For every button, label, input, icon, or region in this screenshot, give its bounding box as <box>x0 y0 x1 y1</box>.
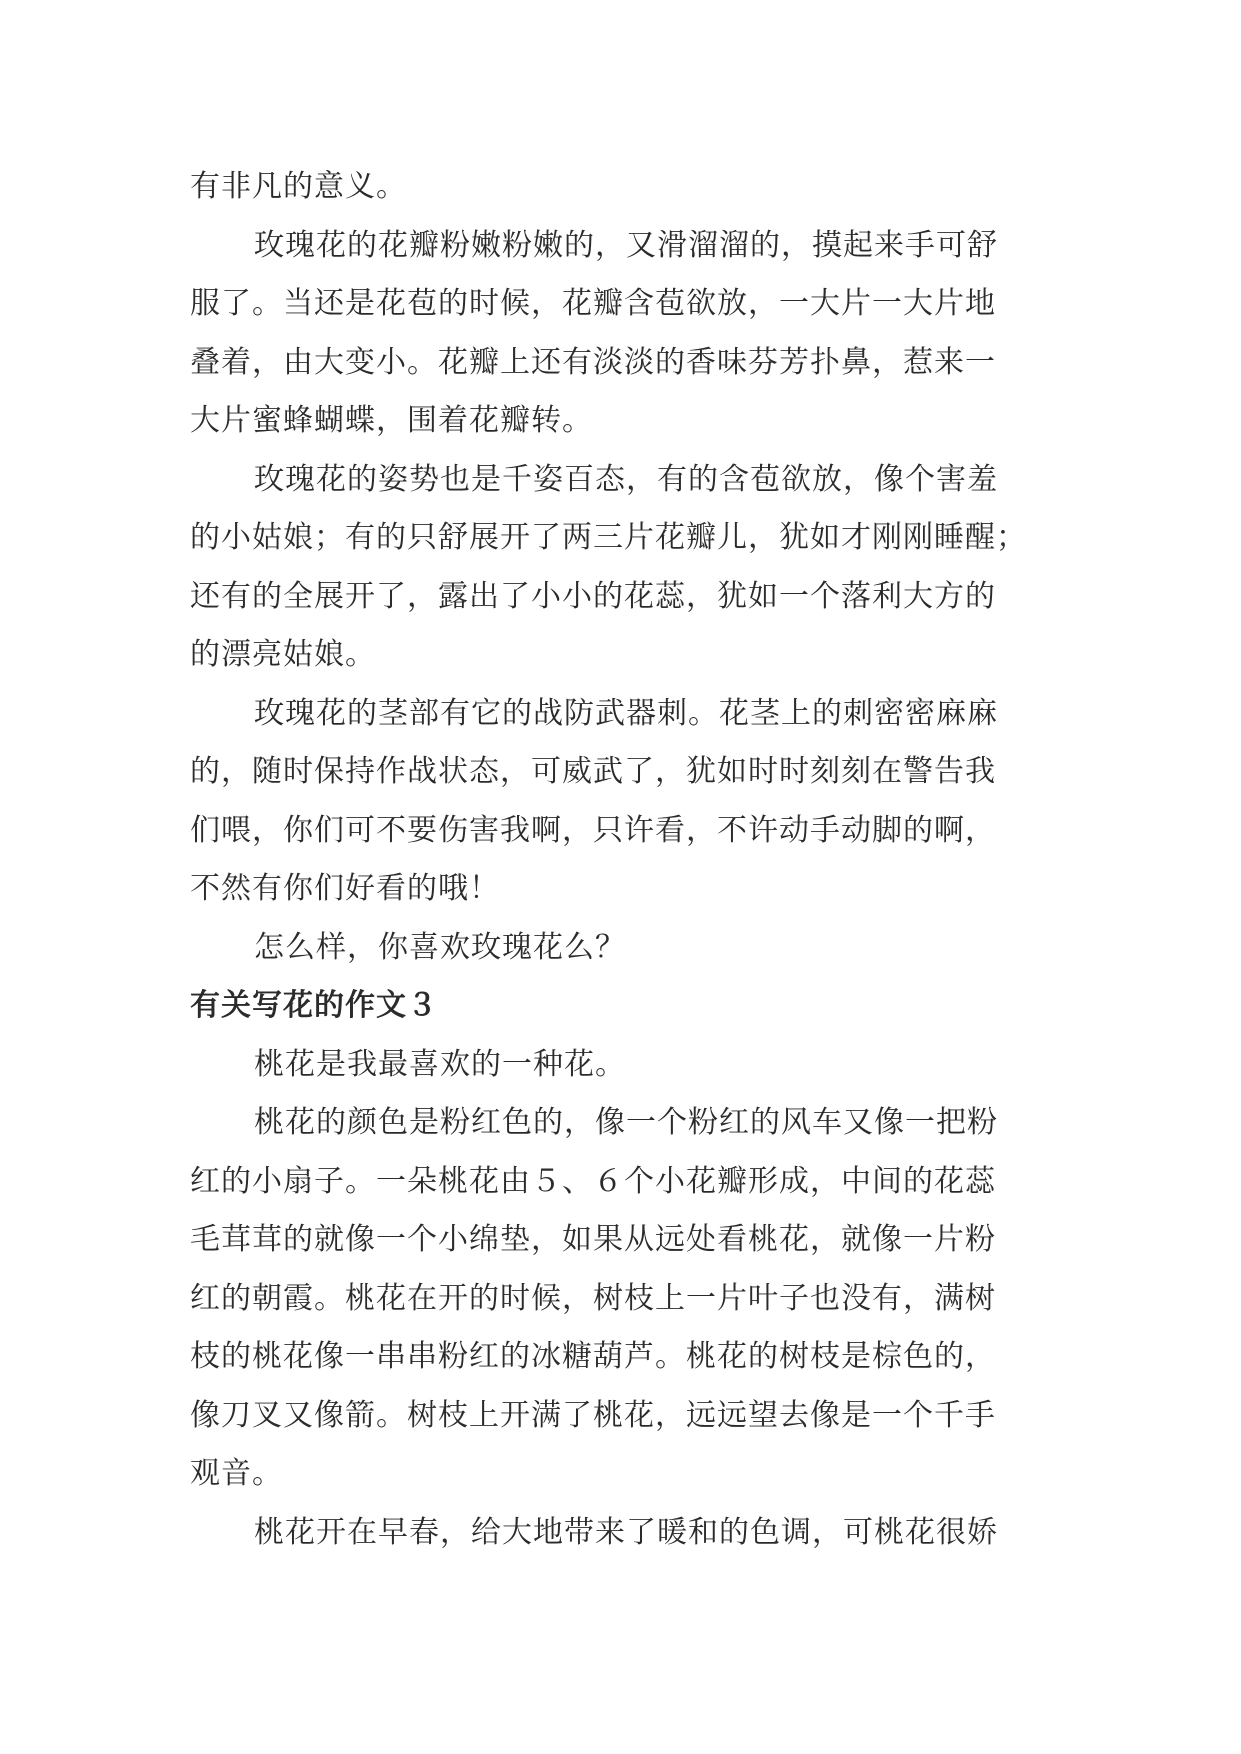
paragraph-4 <box>190 685 1060 919</box>
text-line: 还有的全展开了，露出了小小的花蕊，犹如一个落利大方的 <box>190 578 996 614</box>
text-line: 枝的桃花像一串串粉红的冰糖葫芦。桃花的树枝是棕色的， <box>190 1339 996 1374</box>
paragraph-5 <box>190 919 1060 978</box>
text-line: 玫瑰花的姿势也是千姿百态，有的含苞欲放，像个害羞 <box>254 461 998 497</box>
text-line: 不然有你们好看的哦！ <box>190 871 500 906</box>
paragraph-3 <box>190 451 1060 685</box>
text-line: 玫瑰花的茎部有它的战防武器刺。花茎上的刺密密麻麻 <box>254 695 998 731</box>
text-line: 桃花开在早春，给大地带来了暖和的色调，可桃花很娇 <box>254 1514 998 1550</box>
paragraph-7 <box>190 1094 1060 1504</box>
text-line: 的，随时保持作战状态，可威武了，犹如时时刻刻在警告我 <box>190 754 996 789</box>
text-line: 叠着，由大变小。花瓣上还有淡淡的香味芬芳扑鼻，惹来一 <box>190 344 996 380</box>
document-body <box>190 158 1060 1562</box>
text-line: 的小姑娘；有的只舒展开了两三片花瓣儿，犹如才刚刚睡醒； <box>190 520 1027 555</box>
text-line: 怎么样，你喜欢玫瑰花么？ <box>254 929 626 965</box>
text-line: 的漂亮姑娘。 <box>190 637 376 672</box>
text-line: 观音。 <box>190 1456 283 1491</box>
text-line: 像刀叉又像箭。树枝上开满了桃花，远远望去像是一个千手 <box>190 1397 996 1433</box>
section-heading: 有关写花的作文３ <box>190 988 438 1023</box>
paragraph-2 <box>190 217 1060 451</box>
text-line: 玫瑰花的花瓣粉嫩粉嫩的，又滑溜溜的，摸起来手可舒 <box>254 227 998 263</box>
text-line: 服了。当还是花苞的时候，花瓣含苞欲放，一大片一大片地 <box>190 286 996 321</box>
text-line: 们喂，你们可不要伤害我啊，只许看，不许动手动脚的啊， <box>190 812 996 848</box>
text-line: 红的小扇子。一朵桃花由５、６个小花瓣形成，中间的花蕊 <box>190 1163 996 1199</box>
paragraph-1 <box>190 158 1060 217</box>
paragraph-6 <box>190 1036 1060 1095</box>
text-line: 桃花是我最喜欢的一种花。 <box>254 1046 626 1082</box>
text-line: 红的朝霞。桃花在开的时候，树枝上一片叶子也没有，满树 <box>190 1280 996 1316</box>
text-line: 有非凡的意义。 <box>190 169 407 204</box>
text-line: 大片蜜蜂蝴蝶，围着花瓣转。 <box>190 403 593 438</box>
text-line: 毛茸茸的就像一个小绵垫，如果从远处看桃花，就像一片粉 <box>190 1222 996 1257</box>
text-line: 桃花的颜色是粉红色的，像一个粉红的风车又像一把粉 <box>254 1105 998 1140</box>
paragraph-8 <box>190 1504 1060 1563</box>
